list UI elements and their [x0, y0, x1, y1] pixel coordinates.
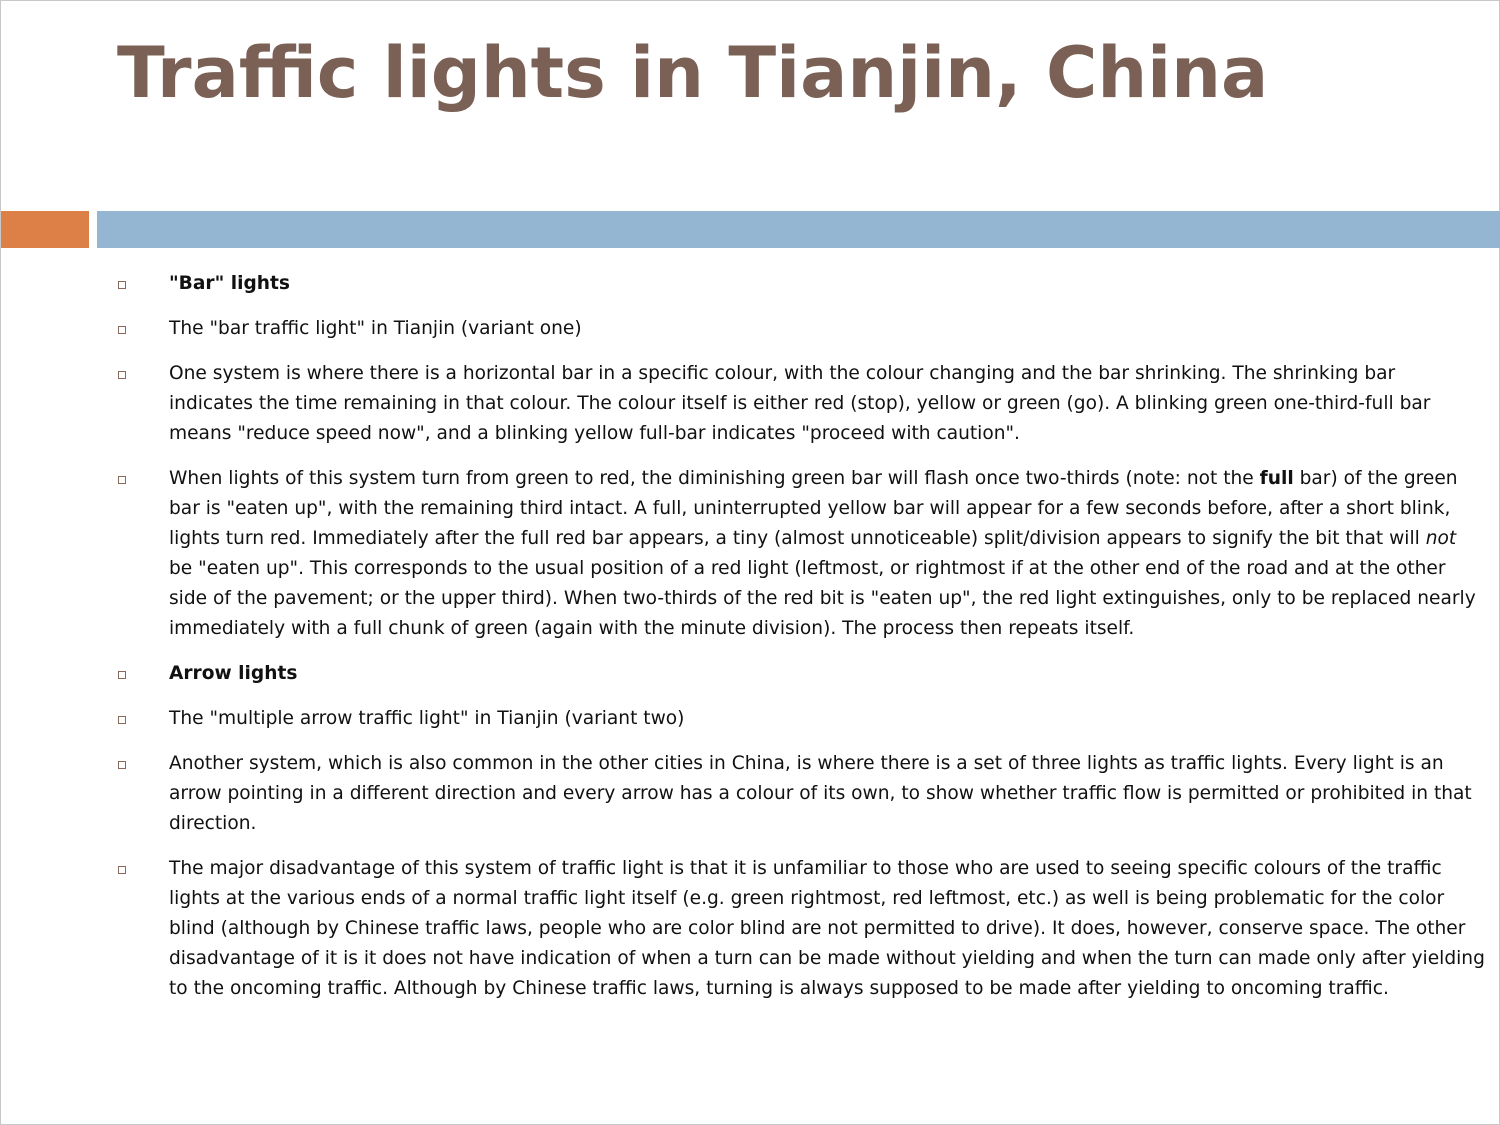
square-bullet-icon [118, 866, 126, 874]
italic-text-run: not [1425, 528, 1457, 549]
square-bullet-icon [118, 371, 126, 379]
bullet-text: The "multiple arrow traffic light" in Tianjin (variant two) [169, 708, 685, 729]
bullet-text [169, 468, 1476, 639]
square-bullet-icon [118, 761, 126, 769]
text-run: be "eaten up". This corresponds to the usual position of a red light (leftmost, or rightmost if at the other end of the road and at the other side of the pavement; or the upper third). When two-thirds of the red bit is "eaten up", the red light extinguishes, only to be replaced nearly immediately with a full chunk of green (again with the minute division). The process then repeats itself. [169, 558, 1476, 639]
square-bullet-icon [118, 716, 126, 724]
bullet-text: Another system, which is also common in the other cities in China, is where there is a set of three lights as traffic lights. Every light is an arrow pointing in a different direction and every arrow has a colour of its own, to show whether traffic flow is permitted or prohibited in that direction. [169, 753, 1472, 834]
text-run: When lights of this system turn from green to red, the diminishing green bar will flash once two-thirds (note: not the [169, 468, 1260, 489]
bullet-text: One system is where there is a horizontal bar in a specific colour, with the colour changing and the bar shrinking. The shrinking bar indicates the time remaining in that colour. The colour itself is either red (stop), yellow or green (go). A blinking green one-third-full bar means "reduce speed now", and a blinking yellow full-bar indicates "proceed with caution". [169, 363, 1431, 444]
list-item [113, 704, 1485, 734]
bullet-text: The "bar traffic light" in Tianjin (variant one) [169, 318, 582, 339]
text-run: bar) of the green bar is "eaten up", with the remaining third intact. A full, uninterrupted yellow bar will appear for a few seconds before, after a short blink, lights turn red. Immediately after the full red bar appears, a tiny (almost unnoticeable) split/division appears to signify the bit that will [169, 468, 1458, 549]
header-divider-bar [97, 211, 1500, 248]
square-bullet-icon [118, 476, 126, 484]
square-bullet-icon [118, 281, 126, 289]
square-bullet-icon [118, 671, 126, 679]
square-bullet-icon [118, 326, 126, 334]
list-item [113, 749, 1485, 839]
list-item [113, 464, 1485, 644]
bullet-list [113, 269, 1485, 1019]
list-item [113, 314, 1485, 344]
list-item [113, 854, 1485, 1004]
bullet-text: The major disadvantage of this system of traffic light is that it is unfamiliar to those who are used to seeing specific colours of the traffic lights at the various ends of a normal traffic light itself (e.g. green rightmost, red leftmost, etc.) as well is being problematic for the color blind (although by Chinese traffic laws, people who are color blind are not permitted to drive). It does, however, conserve space. The other disadvantage of it is it does not have indication of when a turn can be made without yielding and when the turn can made only after yielding to the oncoming traffic. Although by Chinese traffic laws, turning is always supposed to be made after yielding to oncoming traffic. [169, 858, 1485, 999]
bold-text-run: full [1259, 468, 1294, 489]
list-item [113, 269, 1485, 299]
slide-title: Traffic lights in Tianjin, China [117, 32, 1269, 114]
accent-bar [1, 211, 89, 248]
list-item [113, 659, 1485, 689]
bullet-heading-bar-lights: "Bar" lights [169, 273, 290, 294]
bullet-heading-arrow-lights: Arrow lights [169, 663, 298, 684]
list-item [113, 359, 1485, 449]
